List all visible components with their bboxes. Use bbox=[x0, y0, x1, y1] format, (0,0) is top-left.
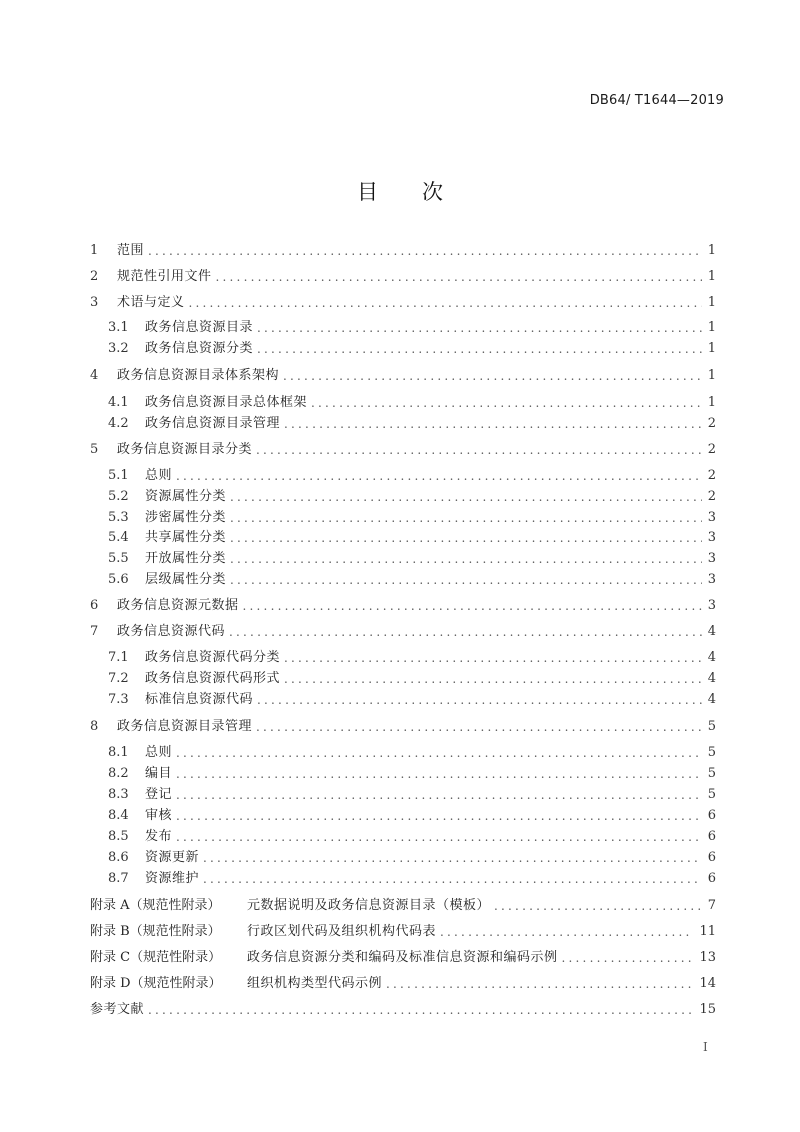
toc-page: 1 bbox=[707, 395, 716, 410]
toc-title: 范围 bbox=[117, 243, 145, 258]
toc-title: 总则 bbox=[145, 745, 173, 760]
toc-page: 2 bbox=[707, 489, 716, 504]
toc-number: 8.6 bbox=[108, 850, 129, 865]
toc-number: 7.3 bbox=[108, 692, 129, 707]
toc-page: 2 bbox=[707, 468, 716, 483]
toc-title: 层级属性分类 bbox=[145, 572, 227, 587]
toc-title: 编目 bbox=[145, 766, 173, 781]
dot-leader bbox=[386, 975, 693, 993]
toc-number: 8 bbox=[90, 719, 99, 734]
dot-leader bbox=[311, 394, 702, 412]
toc-title: 资源更新 bbox=[145, 850, 200, 865]
toc-entry[interactable] bbox=[108, 691, 716, 709]
dot-leader bbox=[176, 765, 702, 783]
toc-title: 政务信息资源代码分类 bbox=[145, 650, 281, 665]
dot-leader bbox=[284, 649, 702, 667]
title-char-2: 次 bbox=[422, 180, 443, 204]
appendix-entry-c[interactable] bbox=[90, 949, 716, 967]
toc-entry[interactable] bbox=[108, 415, 716, 433]
toc-number: 8.4 bbox=[108, 808, 129, 823]
toc-title: 共享属性分类 bbox=[145, 530, 227, 545]
appendix-title: 政务信息资源分类和编码及标准信息资源和编码示例 bbox=[247, 950, 558, 965]
toc-entry[interactable] bbox=[108, 467, 716, 485]
dot-leader bbox=[176, 744, 702, 762]
dot-leader bbox=[284, 670, 702, 688]
toc-number: 6 bbox=[90, 598, 99, 613]
page-title bbox=[0, 176, 800, 206]
dot-leader bbox=[494, 897, 702, 915]
dot-leader bbox=[230, 529, 702, 547]
toc-entry[interactable] bbox=[108, 744, 716, 762]
toc-page: 3 bbox=[707, 551, 716, 566]
toc-title: 政务信息资源元数据 bbox=[117, 598, 239, 613]
toc-number: 4.1 bbox=[108, 395, 129, 410]
toc-number: 5.4 bbox=[108, 530, 129, 545]
toc-title: 资源属性分类 bbox=[145, 489, 227, 504]
dot-leader bbox=[284, 415, 702, 433]
toc-number: 5 bbox=[90, 442, 99, 457]
toc-entry[interactable] bbox=[108, 849, 716, 867]
toc-number: 5.2 bbox=[108, 489, 129, 504]
toc-title: 审核 bbox=[145, 808, 173, 823]
appendix-label: 附录 D（规范性附录） bbox=[90, 976, 222, 991]
toc-page: 4 bbox=[707, 692, 716, 707]
toc-page: 6 bbox=[707, 808, 716, 823]
toc-title: 政务信息资源目录总体框架 bbox=[145, 395, 308, 410]
toc-page: 3 bbox=[707, 530, 716, 545]
toc-page: 6 bbox=[707, 871, 716, 886]
dot-leader bbox=[176, 828, 702, 846]
toc-page: 6 bbox=[707, 850, 716, 865]
toc-entry[interactable] bbox=[90, 367, 716, 385]
toc-page: 5 bbox=[707, 766, 716, 781]
appendix-page: 7 bbox=[707, 898, 716, 913]
appendix-entry-b[interactable] bbox=[90, 923, 716, 941]
toc-entry[interactable] bbox=[108, 870, 716, 888]
dot-leader bbox=[283, 367, 702, 385]
dot-leader bbox=[257, 319, 702, 337]
toc-page: 1 bbox=[707, 341, 716, 356]
toc-entry[interactable] bbox=[90, 623, 716, 641]
toc-page: 6 bbox=[707, 829, 716, 844]
dot-leader bbox=[203, 849, 702, 867]
toc-page: 3 bbox=[707, 510, 716, 525]
toc-page: 2 bbox=[707, 442, 716, 457]
appendix-title: 组织机构类型代码示例 bbox=[247, 976, 383, 991]
toc-entry[interactable] bbox=[108, 765, 716, 783]
appendix-page: 13 bbox=[699, 950, 716, 965]
toc-page: 5 bbox=[707, 719, 716, 734]
toc-number: 4.2 bbox=[108, 416, 129, 431]
toc-entry[interactable] bbox=[108, 394, 716, 412]
toc-entry[interactable] bbox=[108, 786, 716, 804]
dot-leader bbox=[176, 467, 702, 485]
dot-leader bbox=[256, 441, 702, 459]
toc-page: 1 bbox=[707, 368, 716, 383]
toc-page: 1 bbox=[707, 320, 716, 335]
dot-leader bbox=[257, 691, 702, 709]
toc-entry[interactable] bbox=[90, 268, 716, 286]
toc-page: 5 bbox=[707, 745, 716, 760]
appendix-entry-d[interactable] bbox=[90, 975, 716, 993]
appendix-page: 11 bbox=[699, 924, 716, 939]
toc-number: 8.7 bbox=[108, 871, 129, 886]
toc-entry[interactable] bbox=[108, 571, 716, 589]
references-entry[interactable] bbox=[90, 1001, 716, 1019]
toc-page: 2 bbox=[707, 416, 716, 431]
toc-title: 政务信息资源目录体系架构 bbox=[117, 368, 280, 383]
toc-entry[interactable] bbox=[108, 807, 716, 825]
toc-number: 7 bbox=[90, 624, 99, 639]
toc-title: 政务信息资源分类 bbox=[145, 341, 254, 356]
dot-leader bbox=[440, 923, 693, 941]
toc-number: 8.1 bbox=[108, 745, 129, 760]
toc-entry[interactable] bbox=[108, 488, 716, 506]
dot-leader bbox=[176, 807, 702, 825]
toc-entry[interactable] bbox=[90, 294, 716, 312]
toc-page: 1 bbox=[707, 295, 716, 310]
dot-leader bbox=[243, 597, 702, 615]
references-title: 参考文献 bbox=[90, 1002, 145, 1017]
toc-entry[interactable] bbox=[90, 597, 716, 615]
toc-title: 登记 bbox=[145, 787, 173, 802]
dot-leader bbox=[229, 623, 702, 641]
toc-number: 5.3 bbox=[108, 510, 129, 525]
toc-page: 4 bbox=[707, 624, 716, 639]
toc-page: 1 bbox=[707, 269, 716, 284]
toc-entry[interactable] bbox=[108, 509, 716, 527]
toc-entry[interactable] bbox=[108, 529, 716, 547]
toc-page: 4 bbox=[707, 671, 716, 686]
toc-page: 4 bbox=[707, 650, 716, 665]
toc-number: 8.3 bbox=[108, 787, 129, 802]
toc-entry[interactable] bbox=[108, 550, 716, 568]
dot-leader bbox=[148, 1001, 693, 1019]
toc-number: 3.2 bbox=[108, 341, 129, 356]
toc-entry[interactable] bbox=[108, 319, 716, 337]
toc-title: 总则 bbox=[145, 468, 173, 483]
toc-entry[interactable] bbox=[108, 649, 716, 667]
toc-title: 术语与定义 bbox=[117, 295, 185, 310]
toc-title: 标准信息资源代码 bbox=[145, 692, 254, 707]
dot-leader bbox=[230, 488, 702, 506]
toc-number: 5.6 bbox=[108, 572, 129, 587]
dot-leader bbox=[189, 294, 702, 312]
dot-leader bbox=[256, 718, 702, 736]
title-char-1: 目 bbox=[357, 180, 378, 204]
toc-title: 开放属性分类 bbox=[145, 551, 227, 566]
toc-number: 8.2 bbox=[108, 766, 129, 781]
dot-leader bbox=[230, 509, 702, 527]
appendix-entry-a[interactable] bbox=[90, 897, 716, 915]
toc-title: 资源维护 bbox=[145, 871, 200, 886]
toc-entry[interactable] bbox=[90, 441, 716, 459]
toc-title: 政务信息资源代码形式 bbox=[145, 671, 281, 686]
dot-leader bbox=[203, 870, 702, 888]
toc-title: 发布 bbox=[145, 829, 173, 844]
dot-leader bbox=[562, 949, 694, 967]
toc-number: 3.1 bbox=[108, 320, 129, 335]
toc-page: 5 bbox=[707, 787, 716, 802]
appendix-label: 附录 C（规范性附录） bbox=[90, 950, 222, 965]
appendix-label: 附录 A（规范性附录） bbox=[90, 898, 221, 913]
toc-number: 8.5 bbox=[108, 829, 129, 844]
dot-leader bbox=[176, 786, 702, 804]
toc-number: 2 bbox=[90, 269, 99, 284]
toc-number: 7.2 bbox=[108, 671, 129, 686]
toc-number: 3 bbox=[90, 295, 99, 310]
toc-number: 1 bbox=[90, 243, 99, 258]
appendix-title: 行政区划代码及组织机构代码表 bbox=[247, 924, 437, 939]
dot-leader bbox=[230, 550, 702, 568]
appendix-title: 元数据说明及政务信息资源目录（模板） bbox=[247, 898, 491, 913]
dot-leader bbox=[257, 340, 702, 358]
dot-leader bbox=[230, 571, 702, 589]
footer-page-number: I bbox=[703, 1040, 708, 1054]
dot-leader bbox=[148, 242, 702, 260]
references-page: 15 bbox=[699, 1002, 716, 1017]
toc-title: 政务信息资源目录 bbox=[145, 320, 254, 335]
toc-title: 政务信息资源目录管理 bbox=[145, 416, 281, 431]
toc-entry[interactable] bbox=[108, 670, 716, 688]
toc-number: 7.1 bbox=[108, 650, 129, 665]
toc-number: 5.5 bbox=[108, 551, 129, 566]
dot-leader bbox=[216, 268, 702, 286]
toc-number: 5.1 bbox=[108, 468, 129, 483]
toc-entry[interactable] bbox=[108, 340, 716, 358]
toc-title: 政务信息资源目录管理 bbox=[117, 719, 253, 734]
toc-number: 4 bbox=[90, 368, 99, 383]
toc-entry[interactable] bbox=[108, 828, 716, 846]
toc-entry[interactable] bbox=[90, 718, 716, 736]
toc-entry[interactable] bbox=[90, 242, 716, 260]
appendix-page: 14 bbox=[699, 976, 716, 991]
toc-title: 政务信息资源代码 bbox=[117, 624, 226, 639]
toc-page: 3 bbox=[707, 598, 716, 613]
appendix-label: 附录 B（规范性附录） bbox=[90, 924, 221, 939]
toc-title: 涉密属性分类 bbox=[145, 510, 227, 525]
toc-page: 1 bbox=[707, 243, 716, 258]
standard-code: DB64/ T1644—2019 bbox=[589, 93, 724, 108]
toc-page: 3 bbox=[707, 572, 716, 587]
toc-title: 政务信息资源目录分类 bbox=[117, 442, 253, 457]
toc-title: 规范性引用文件 bbox=[117, 269, 212, 284]
